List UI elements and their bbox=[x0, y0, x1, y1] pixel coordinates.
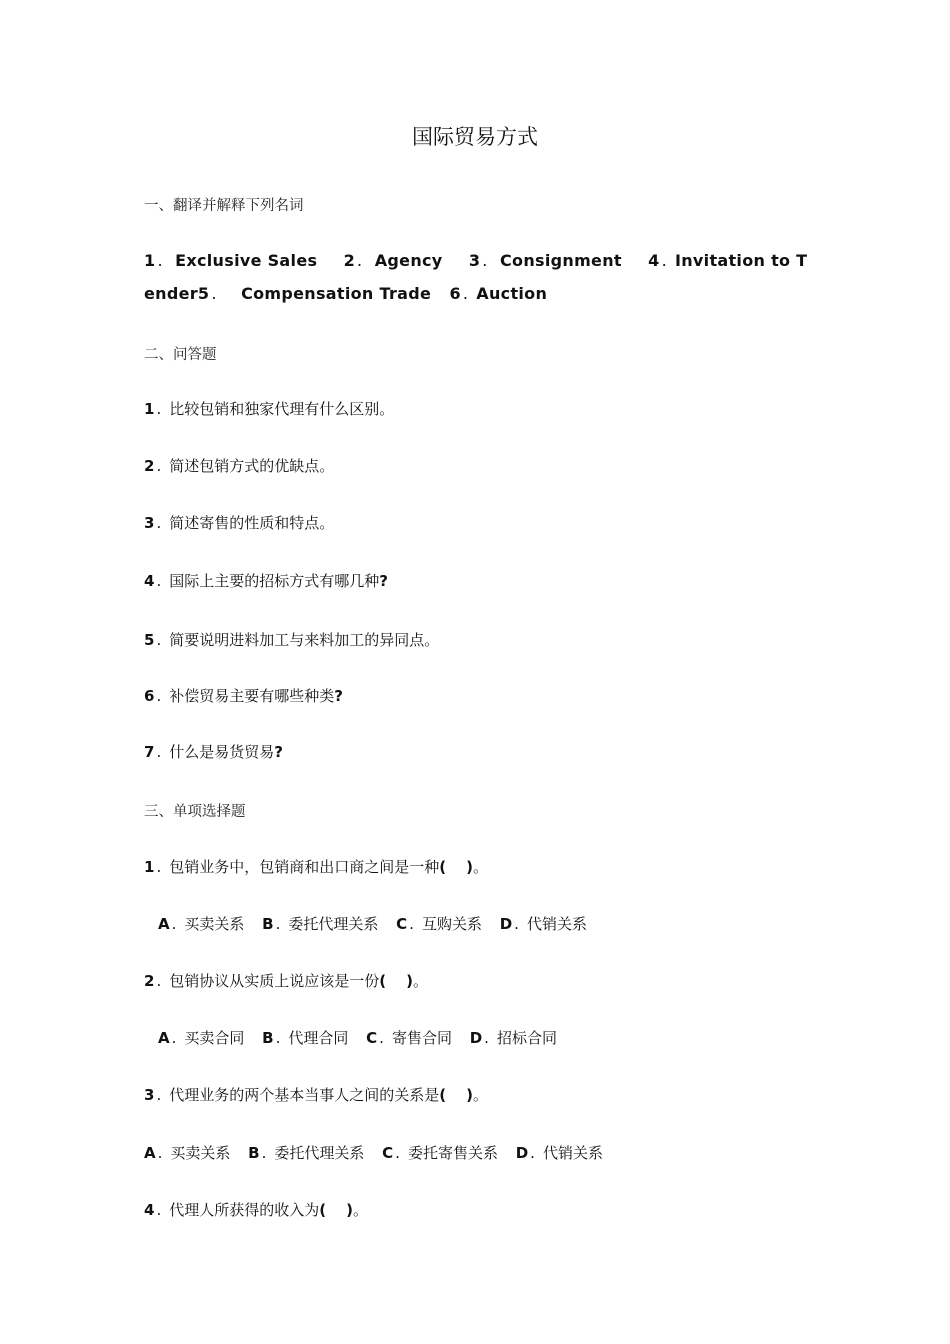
option-b: B . 委托代理关系 bbox=[248, 1144, 365, 1162]
choice-question: 3 . 代理业务的两个基本当事人之间的关系是( )。 bbox=[144, 1086, 488, 1104]
option-c: C . 寄售合同 bbox=[366, 1029, 452, 1047]
term-item: Compensation Trade bbox=[241, 284, 432, 303]
option-d: D . 招标合同 bbox=[469, 1029, 557, 1047]
term-item: ender5 . bbox=[144, 284, 217, 303]
question-item: 4 . 国际上主要的招标方式有哪几种? bbox=[144, 572, 388, 590]
option-b: B . 委托代理关系 bbox=[262, 915, 379, 933]
option-c: C . 委托寄售关系 bbox=[382, 1144, 498, 1162]
document-title: 国际贸易方式 bbox=[412, 125, 538, 149]
option-b: B . 代理合同 bbox=[262, 1029, 349, 1047]
question-item: 2 . 简述包销方式的优缺点。 bbox=[144, 457, 335, 475]
terms-line-2 bbox=[144, 284, 547, 305]
term-item: 6 . Auction bbox=[449, 284, 548, 303]
option-c: C . 互购关系 bbox=[396, 915, 482, 933]
question-item: 5 . 简要说明进料加工与来料加工的异同点。 bbox=[144, 631, 440, 649]
option-d: D . 代销关系 bbox=[515, 1144, 603, 1162]
question-item: 3 . 简述寄售的性质和特点。 bbox=[144, 514, 335, 532]
choice-options bbox=[144, 1143, 617, 1164]
section-heading-translate: 一、翻译并解释下列名词 bbox=[144, 198, 304, 214]
question-item: 7 . 什么是易货贸易? bbox=[144, 743, 283, 761]
term-item: 1 . Exclusive Sales bbox=[144, 251, 318, 270]
section-heading-questions: 二、问答题 bbox=[144, 347, 217, 363]
term-item: 2 . Agency bbox=[343, 251, 443, 270]
question-item: 6 . 补偿贸易主要有哪些种类? bbox=[144, 687, 343, 705]
option-a: A . 买卖关系 bbox=[158, 915, 245, 933]
choice-options bbox=[158, 1028, 571, 1049]
choice-question: 2 . 包销协议从实质上说应该是一份( )。 bbox=[144, 972, 428, 990]
option-d: D . 代销关系 bbox=[499, 915, 587, 933]
term-item: 4 . Invitation to T bbox=[648, 251, 808, 270]
terms-line-1 bbox=[144, 251, 807, 272]
choice-question: 4 . 代理人所获得的收入为( )。 bbox=[144, 1201, 368, 1219]
option-a: A . 买卖关系 bbox=[144, 1144, 231, 1162]
option-a: A . 买卖合同 bbox=[158, 1029, 245, 1047]
choice-question: 1 . 包销业务中，包销商和出口商之间是一种( )。 bbox=[144, 858, 488, 876]
question-item: 1 . 比较包销和独家代理有什么区别。 bbox=[144, 400, 395, 418]
section-heading-choice: 三、单项选择题 bbox=[144, 804, 246, 820]
choice-options bbox=[158, 914, 601, 935]
term-item: 3 . Consignment bbox=[468, 251, 622, 270]
